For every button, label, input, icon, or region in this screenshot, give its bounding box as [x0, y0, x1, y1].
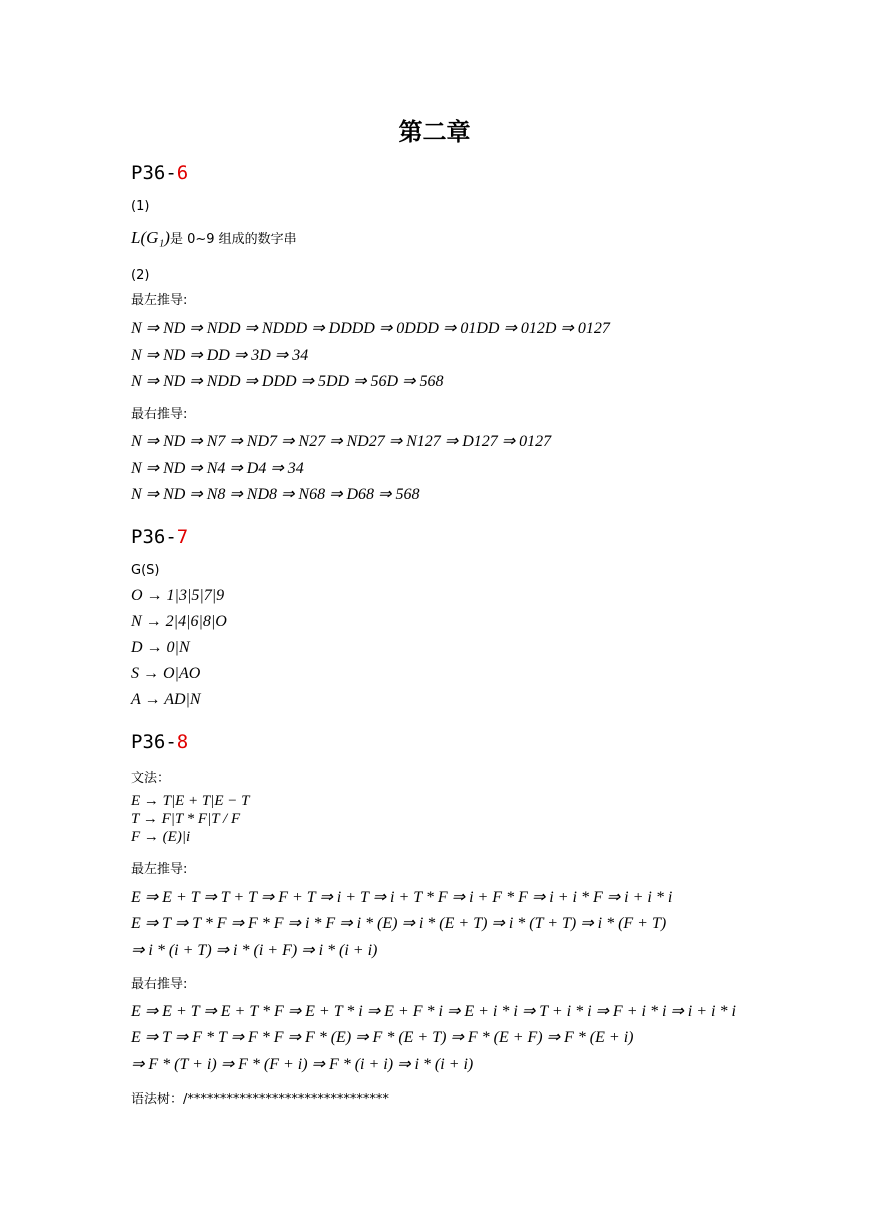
- grammar-rule: T → F|T * F|T / F: [131, 811, 241, 827]
- derivation-line: N ⇒ ND ⇒ NDD ⇒ NDDD ⇒ DDDD ⇒ 0DDD ⇒ 01DD ⇒ 012D ⇒ 0127: [131, 320, 610, 337]
- section-prefix: P36-: [131, 162, 177, 184]
- grammar-rule: D → 0|N: [131, 639, 190, 656]
- section-number: 6: [176, 162, 189, 184]
- section-number: 7: [176, 526, 189, 548]
- derivation-line: N ⇒ ND ⇒ DD ⇒ 3D ⇒ 34: [131, 347, 309, 364]
- language-math: L(G₁): [131, 228, 170, 247]
- grammar-label: 文法：: [131, 771, 171, 786]
- grammar-rule: F → (E)|i: [131, 829, 191, 845]
- parse-tree-label: 语法树：/*******************************: [131, 1092, 389, 1107]
- derivation-line: E ⇒ E + T ⇒ E + T * F ⇒ E + T * i ⇒ E + F * i ⇒ E + i * i ⇒ T + i * i ⇒ F + i * i ⇒ i + i * i: [131, 1003, 736, 1020]
- part-label-2: (2): [131, 268, 150, 283]
- leftmost-label: 最左推导:: [131, 293, 188, 308]
- derivation-line: N ⇒ ND ⇒ N8 ⇒ ND8 ⇒ N68 ⇒ D68 ⇒ 568: [131, 486, 420, 503]
- derivation-line: ⇒ F * (T + i) ⇒ F * (F + i) ⇒ F * (i + i) ⇒ i * (i + i): [131, 1056, 474, 1073]
- part-label-1: (1): [131, 199, 150, 214]
- derivation-line: N ⇒ ND ⇒ N7 ⇒ ND7 ⇒ N27 ⇒ ND27 ⇒ N127 ⇒ D127 ⇒ 0127: [131, 433, 552, 450]
- rightmost-label: 最右推导:: [131, 977, 188, 992]
- language-desc: 是 0~9 组成的数字串: [169, 232, 297, 247]
- grammar-rule: E → T|E + T|E − T: [131, 793, 250, 809]
- derivation-line: E ⇒ T ⇒ F * T ⇒ F * F ⇒ F * (E) ⇒ F * (E + T) ⇒ F * (E + F) ⇒ F * (E + i): [131, 1029, 634, 1046]
- section-number: 8: [176, 731, 189, 753]
- derivation-line: E ⇒ E + T ⇒ T + T ⇒ F + T ⇒ i + T ⇒ i + T * F ⇒ i + F * F ⇒ i + i * F ⇒ i + i * i: [131, 889, 673, 906]
- derivation-line: ⇒ i * (i + T) ⇒ i * (i + F) ⇒ i * (i + i): [131, 942, 378, 959]
- derivation-line: E ⇒ T ⇒ T * F ⇒ F * F ⇒ i * F ⇒ i * (E) ⇒ i * (E + T) ⇒ i * (T + T) ⇒ i * (F + T): [131, 915, 667, 932]
- leftmost-label: 最左推导:: [131, 862, 188, 877]
- grammar-rule: N → 2|4|6|8|O: [131, 613, 227, 630]
- rightmost-label: 最右推导:: [131, 407, 188, 422]
- grammar-rule: O → 1|3|5|7|9: [131, 587, 225, 604]
- section-prefix: P36-: [131, 731, 177, 753]
- grammar-label: G(S): [131, 563, 160, 578]
- section-heading-6: [131, 162, 188, 184]
- section-heading-8: [131, 731, 188, 753]
- derivation-line: N ⇒ ND ⇒ NDD ⇒ DDD ⇒ 5DD ⇒ 56D ⇒ 568: [131, 373, 444, 390]
- grammar-rule: S → O|AO: [131, 665, 201, 682]
- derivation-line: N ⇒ ND ⇒ N4 ⇒ D4 ⇒ 34: [131, 460, 304, 477]
- language-line: [131, 228, 297, 248]
- section-prefix: P36-: [131, 526, 177, 548]
- section-heading-7: [131, 526, 188, 548]
- grammar-rule: A → AD|N: [131, 691, 201, 708]
- page-title: 第二章: [398, 118, 471, 146]
